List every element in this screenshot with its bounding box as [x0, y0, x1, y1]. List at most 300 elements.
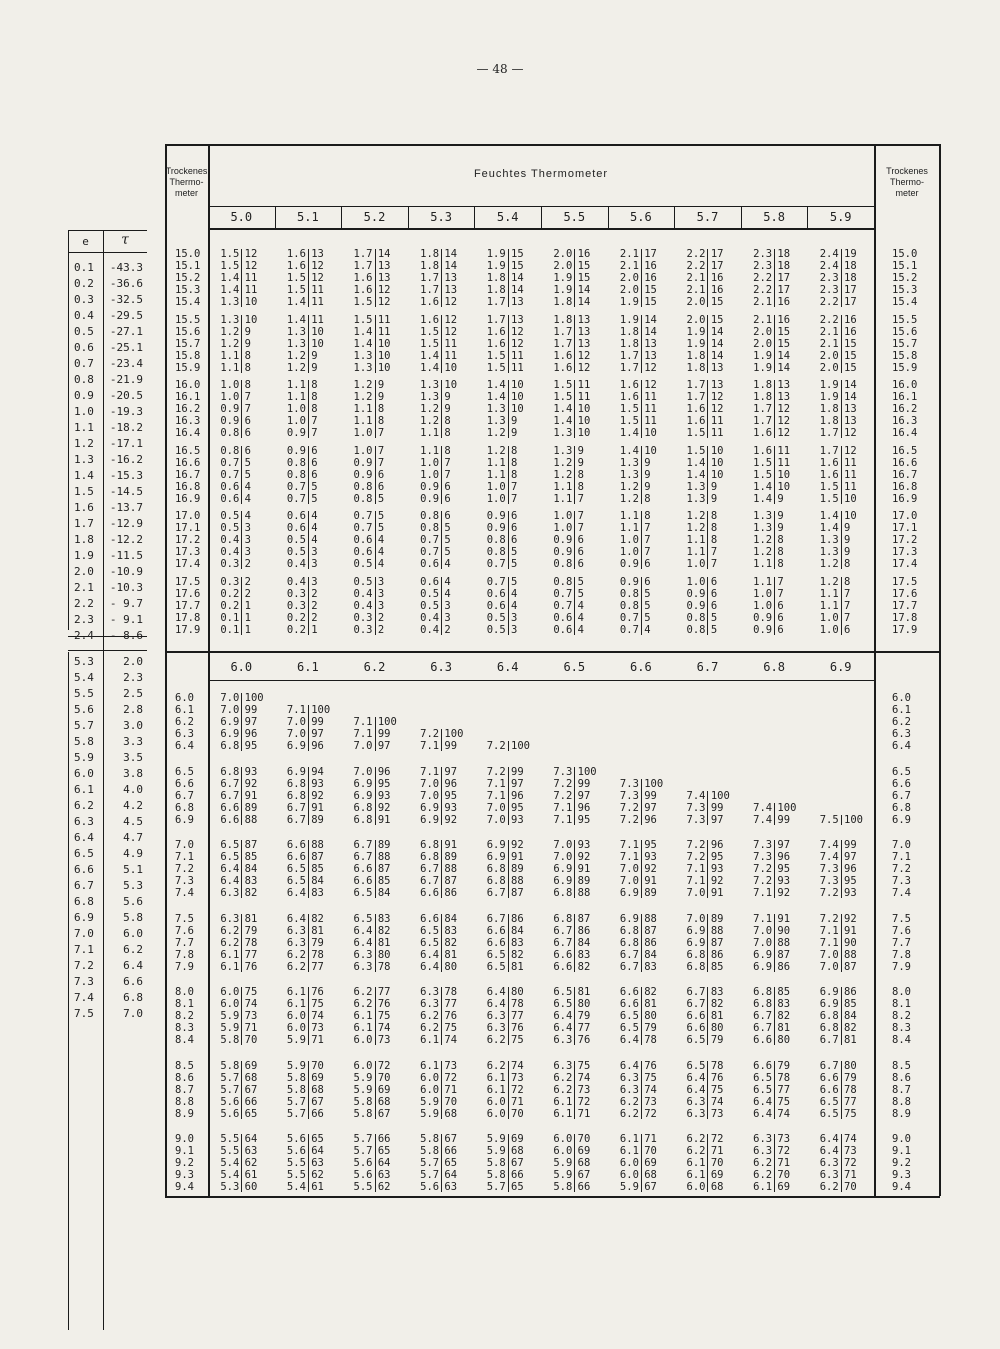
wet-diff: 7.1 [819, 924, 839, 937]
rel-humidity: 5 [444, 546, 451, 558]
rel-humidity: 10 [577, 415, 591, 427]
rel-humidity: 4 [511, 587, 518, 600]
rel-humidity: 99 [577, 777, 591, 790]
wet-diff: 1.5 [353, 313, 373, 326]
wet-diff: 2.3 [819, 284, 839, 296]
wet-diff: 1.2 [353, 379, 373, 391]
wet-diff: 6.2 [486, 1034, 506, 1046]
rel-humidity: 12 [777, 403, 791, 415]
wet-diff: 1.3 [619, 468, 639, 481]
rel-humidity: 7 [844, 611, 851, 624]
rel-humidity: 82 [377, 924, 391, 937]
rel-humidity: 81 [377, 936, 391, 949]
wet-diff: 6.6 [286, 851, 306, 863]
wet-diff: 0.8 [486, 546, 506, 558]
wet-diff: 6.2 [286, 960, 306, 973]
rel-humidity: 67 [244, 1083, 258, 1096]
rel-humidity: 3 [311, 546, 318, 558]
wet-diff: 0.4 [220, 534, 240, 546]
wet-diff: 7.3 [686, 813, 706, 826]
rel-humidity: 14 [710, 325, 724, 338]
dry-temp-right: 7.7 [892, 936, 911, 949]
cell-divider [375, 249, 376, 307]
dry-temp-right: 15.0 [892, 248, 918, 260]
rel-humidity: 13 [577, 337, 591, 350]
rel-humidity: 99 [511, 765, 524, 778]
rel-humidity: 3 [377, 575, 385, 588]
dry-thermometer-header-right: Trockenes [886, 166, 928, 176]
wet-diff: 6.8 [353, 813, 373, 826]
rel-humidity: 88 [444, 863, 458, 875]
e-value: 0.1 [74, 261, 94, 274]
wet-diff: 1.1 [420, 427, 440, 439]
e-value: 7.4 [74, 991, 94, 1004]
rel-humidity: 87 [311, 851, 324, 863]
rel-humidity: 65 [244, 1107, 258, 1120]
rel-humidity: 73 [644, 1095, 657, 1108]
rel-humidity: 99 [844, 839, 857, 851]
rel-humidity: 72 [777, 1145, 791, 1157]
wet-diff: 1.2 [619, 480, 639, 493]
rel-humidity: 87 [844, 960, 857, 973]
wet-diff: 6.0 [420, 1083, 440, 1096]
tau-value: 6.8 [123, 991, 143, 1004]
wet-diff: 1.2 [686, 510, 706, 522]
rel-humidity: 10 [777, 468, 791, 481]
rel-humidity: 87 [644, 924, 657, 937]
wet-diff: 1.0 [353, 444, 373, 457]
cell-divider [308, 511, 309, 569]
rel-humidity: 78 [244, 936, 258, 949]
rel-humidity: 75 [710, 1083, 724, 1096]
rel-humidity: 7 [710, 546, 718, 558]
wet-diff: 1.3 [819, 534, 839, 546]
wet-diff: 0.8 [619, 587, 639, 600]
wet-diff: 6.6 [486, 924, 506, 937]
rel-humidity: 5 [710, 611, 718, 624]
rel-humidity: 76 [377, 998, 391, 1010]
wet-diff: 7.4 [819, 839, 839, 851]
wet-diff: 1.6 [353, 284, 373, 296]
wet-column-header: 5.5 [563, 210, 586, 224]
rel-humidity: 12 [511, 325, 524, 338]
rel-humidity: 93 [311, 777, 324, 790]
rel-humidity: 5 [244, 468, 251, 481]
rel-humidity: 7 [244, 403, 251, 415]
rel-humidity: 84 [577, 936, 591, 949]
dry-temp-right: 9.1 [892, 1145, 911, 1157]
dry-temp-right: 17.3 [892, 546, 918, 558]
rel-humidity: 14 [444, 260, 458, 272]
rel-humidity: 13 [377, 260, 391, 272]
rel-humidity: 70 [244, 1034, 258, 1046]
rel-humidity: 8 [444, 427, 451, 439]
wet-diff: 0.9 [486, 522, 506, 534]
wet-diff: 1.7 [486, 313, 506, 326]
wet-diff: 1.8 [553, 313, 573, 326]
wet-diff: 5.8 [220, 1034, 240, 1046]
cell-divider [774, 803, 775, 825]
rel-humidity: 9 [644, 468, 651, 481]
rel-humidity: 73 [244, 1010, 258, 1022]
wet-diff: 1.4 [420, 349, 440, 362]
rel-humidity: 96 [644, 813, 657, 826]
rel-humidity: 8 [244, 349, 251, 362]
wet-diff: 1.7 [353, 248, 373, 260]
rel-humidity: 11 [777, 444, 791, 457]
wet-diff: 6.1 [619, 1133, 639, 1145]
wet-diff: 0.1 [220, 611, 240, 624]
wet-diff: 1.5 [686, 444, 706, 457]
rel-humidity: 13 [844, 403, 857, 415]
wet-diff: 5.9 [286, 1059, 306, 1072]
rel-humidity: 92 [577, 851, 591, 863]
rel-humidity: 66 [444, 1145, 458, 1157]
wet-diff: 7.1 [686, 875, 706, 887]
rel-humidity: 2 [311, 599, 318, 612]
rel-humidity: 5 [577, 587, 584, 600]
dry-temp-left: 17.6 [175, 587, 201, 600]
wet-diff: 1.1 [286, 391, 306, 403]
rel-humidity: 64 [377, 1157, 391, 1169]
wet-diff: 6.8 [686, 948, 706, 961]
wet-diff: 6.2 [420, 1022, 440, 1034]
rel-humidity: 4 [311, 522, 318, 534]
wet-diff: 0.5 [286, 534, 306, 546]
wet-column-header: 5.3 [430, 210, 452, 224]
wet-diff: 6.9 [553, 875, 573, 887]
wet-diff: 1.9 [686, 337, 706, 350]
wet-diff: 1.6 [686, 403, 706, 415]
rel-humidity: 81 [644, 998, 657, 1010]
wet-diff: 1.8 [819, 415, 839, 427]
rel-humidity: 72 [844, 1157, 857, 1169]
wet-diff: 1.3 [819, 546, 839, 558]
wet-diff: 5.7 [220, 1071, 240, 1084]
rel-humidity: 74 [844, 1133, 857, 1145]
wet-diff: 6.2 [420, 1010, 440, 1022]
wet-diff: 7.0 [819, 960, 839, 973]
cell-divider [375, 577, 376, 635]
rel-humidity: 86 [444, 887, 458, 899]
rel-humidity: 7 [377, 456, 385, 469]
rel-humidity: 9 [444, 391, 451, 403]
wet-diff: 7.0 [686, 887, 706, 899]
wet-diff: 1.0 [220, 379, 240, 391]
wet-diff: 6.7 [819, 1059, 839, 1072]
tau-value: -20.5 [109, 389, 143, 402]
dry-temp-left: 7.1 [175, 851, 194, 863]
wet-diff: 6.3 [553, 1034, 573, 1046]
rel-humidity: 10 [311, 325, 324, 338]
rel-humidity: 99 [244, 704, 258, 716]
cell-divider [441, 767, 442, 825]
rel-humidity: 7 [511, 480, 518, 493]
rel-humidity: 9 [377, 379, 385, 391]
tau-value: -10.3 [109, 581, 143, 594]
wet-diff: 2.0 [619, 284, 639, 296]
wet-diff: 7.0 [353, 765, 373, 778]
rel-humidity: 14 [710, 349, 724, 362]
e-value: 2.3 [74, 613, 94, 626]
wet-diff: 1.7 [819, 444, 839, 457]
wet-diff: 6.0 [353, 1034, 373, 1046]
tau-value: -36.6 [109, 277, 143, 290]
dry-temp-left: 17.9 [175, 623, 201, 636]
rel-humidity: 1 [244, 599, 251, 612]
rel-humidity: 1 [244, 623, 251, 636]
wet-diff: 7.4 [753, 813, 773, 826]
tau-value: -18.2 [109, 421, 143, 434]
wet-diff: 6.6 [420, 912, 440, 925]
wet-diff: 1.7 [619, 349, 639, 362]
rel-humidity: 80 [511, 986, 524, 998]
cell-divider [774, 1134, 775, 1192]
dry-temp-left: 8.6 [175, 1071, 194, 1084]
rel-humidity: 78 [844, 1083, 857, 1096]
wet-diff: 7.0 [420, 789, 440, 802]
wet-diff: 1.4 [486, 379, 506, 391]
wet-diff: 1.4 [286, 296, 306, 308]
e-value: 2.0 [74, 565, 94, 578]
rel-humidity: 65 [511, 1181, 524, 1193]
rel-humidity: 9 [710, 480, 718, 493]
dry-temp-right: 15.9 [892, 361, 918, 374]
wet-diff: 6.9 [753, 960, 773, 973]
rel-humidity: 70 [511, 1107, 524, 1120]
e-value: 6.2 [74, 799, 94, 812]
rel-humidity: 8 [444, 444, 451, 457]
rel-humidity: 13 [444, 284, 458, 296]
wet-diff: 1.9 [686, 325, 706, 338]
rel-humidity: 77 [511, 1010, 524, 1022]
wet-diff: 7.0 [553, 851, 573, 863]
wet-diff: 6.2 [553, 1083, 573, 1096]
rel-humidity: 5 [377, 522, 385, 534]
rel-humidity: 67 [511, 1157, 524, 1169]
tau-value: 5.8 [123, 911, 143, 924]
wet-diff: 6.7 [619, 960, 639, 973]
rel-humidity: 99 [710, 801, 724, 814]
dry-temp-right: 7.6 [892, 924, 911, 937]
wet-diff: 6.9 [619, 912, 639, 925]
wet-diff: 6.1 [486, 1083, 506, 1096]
rel-humidity: 76 [577, 1034, 591, 1046]
rel-humidity: 7 [377, 427, 385, 439]
rel-humidity: 8 [710, 534, 718, 546]
wet-diff: 0.6 [286, 510, 306, 522]
rel-humidity: 100 [311, 704, 331, 716]
wet-diff: 1.7 [353, 260, 373, 272]
rel-humidity: 75 [844, 1107, 857, 1120]
rel-humidity: 10 [710, 456, 724, 469]
rel-humidity: 8 [577, 480, 584, 493]
wet-diff: 6.8 [420, 851, 440, 863]
rel-humidity: 63 [244, 1145, 258, 1157]
wet-diff: 6.7 [686, 998, 706, 1010]
wet-diff: 5.7 [353, 1145, 373, 1157]
wet-diff: 0.5 [220, 510, 240, 522]
rel-humidity: 74 [444, 1034, 458, 1046]
cell-divider [841, 249, 842, 307]
dry-temp-left: 9.1 [175, 1145, 194, 1157]
wet-diff: 5.8 [286, 1071, 306, 1084]
rel-humidity: 100 [444, 728, 464, 740]
rel-humidity: 79 [644, 1022, 657, 1034]
dry-temp-right: 7.0 [892, 839, 911, 851]
dry-temp-left: 16.0 [175, 379, 201, 391]
rel-humidity: 5 [644, 587, 651, 600]
rel-humidity: 97 [244, 716, 258, 728]
wet-diff: 1.5 [553, 391, 573, 403]
wet-diff: 7.3 [819, 875, 839, 887]
wet-diff: 1.6 [286, 248, 306, 260]
wet-diff: 6.9 [686, 924, 706, 937]
wet-diff: 1.7 [486, 296, 506, 308]
wet-diff: 0.9 [353, 468, 373, 481]
wet-diff: 6.9 [286, 765, 306, 778]
cell-divider [441, 446, 442, 504]
rel-humidity: 81 [777, 1022, 791, 1034]
tau-value: 4.5 [123, 815, 143, 828]
rel-humidity: 6 [710, 587, 718, 600]
rel-humidity: 11 [644, 415, 657, 427]
rel-humidity: 13 [511, 313, 524, 326]
wet-diff: 7.1 [420, 765, 440, 778]
wet-diff: 1.4 [353, 337, 373, 350]
wet-diff: 6.4 [753, 1095, 773, 1108]
wet-diff: 5.8 [353, 1107, 373, 1120]
rel-humidity: 93 [644, 851, 657, 863]
wet-diff: 7.0 [753, 924, 773, 937]
dry-temp-left: 17.7 [175, 599, 201, 612]
rel-humidity: 6 [444, 492, 451, 505]
wet-diff: 5.5 [286, 1157, 306, 1169]
rel-humidity: 85 [777, 986, 791, 998]
wet-diff: 1.8 [753, 379, 773, 391]
rel-humidity: 15 [710, 296, 724, 308]
wet-diff: 1.0 [753, 587, 773, 600]
rel-humidity: 67 [577, 1169, 591, 1181]
wet-diff: 0.2 [220, 587, 240, 600]
rel-humidity: 71 [710, 1145, 724, 1157]
rel-humidity: 71 [444, 1083, 458, 1096]
wet-diff: 5.9 [619, 1181, 639, 1193]
rel-humidity: 73 [844, 1145, 857, 1157]
rel-humidity: 7 [710, 558, 718, 570]
cell-divider [774, 511, 775, 569]
wet-diff: 0.8 [353, 492, 373, 505]
wet-column-header: 5.2 [363, 210, 386, 224]
dry-temp-right: 15.3 [892, 284, 918, 296]
dry-temp-left: 6.7 [175, 789, 194, 802]
wet-diff: 7.1 [486, 789, 506, 802]
rel-humidity: 88 [577, 887, 591, 899]
wet-diff: 1.7 [420, 284, 440, 296]
wet-diff: 0.8 [286, 456, 306, 469]
rel-humidity: 89 [311, 813, 324, 826]
wet-diff: 0.8 [553, 575, 573, 588]
rel-humidity: 71 [644, 1133, 657, 1145]
wet-diff: 6.5 [686, 1034, 706, 1046]
wet-column-header: 5.9 [829, 210, 852, 224]
wet-diff: 1.4 [753, 480, 773, 493]
wet-diff: 6.3 [286, 924, 306, 937]
rel-humidity: 97 [311, 728, 324, 740]
page-number: — 48 — [476, 62, 524, 76]
wet-diff: 0.6 [553, 611, 573, 624]
rel-humidity: 14 [511, 284, 524, 296]
rel-humidity: 88 [777, 936, 791, 949]
wet-diff: 1.9 [553, 272, 573, 284]
cell-divider [508, 840, 509, 898]
wet-diff: 1.4 [486, 391, 506, 403]
rel-humidity: 3 [511, 611, 518, 624]
wet-diff: 5.5 [220, 1145, 240, 1157]
wet-diff: 1.1 [819, 587, 839, 600]
wet-diff: 1.0 [819, 623, 839, 636]
rel-humidity: 11 [710, 415, 724, 427]
rel-humidity: 96 [777, 851, 791, 863]
dry-temp-right: 16.1 [892, 391, 918, 403]
wet-diff: 0.7 [420, 546, 440, 558]
wet-diff: 2.2 [686, 260, 706, 272]
cell-divider [841, 1061, 842, 1119]
rel-humidity: 88 [511, 875, 524, 887]
rel-humidity: 91 [311, 801, 324, 814]
wet-diff: 1.8 [619, 325, 639, 338]
wet-diff: 6.0 [486, 1095, 506, 1108]
cell-divider [308, 315, 309, 373]
wet-diff: 1.8 [619, 337, 639, 350]
wet-diff: 0.6 [353, 546, 373, 558]
tau-value: -15.3 [109, 469, 143, 482]
rel-humidity: 87 [710, 936, 724, 949]
rel-humidity: 10 [377, 337, 391, 350]
wet-diff: 6.3 [753, 1145, 773, 1157]
rel-humidity: 91 [444, 839, 458, 851]
rel-humidity: 4 [577, 611, 584, 624]
rel-humidity: 92 [710, 875, 724, 887]
wet-diff: 0.4 [353, 599, 373, 612]
wet-diff: 6.0 [619, 1169, 639, 1181]
wet-diff: 6.7 [753, 1010, 773, 1022]
rel-humidity: 11 [311, 296, 324, 308]
rel-humidity: 12 [844, 444, 857, 457]
wet-diff: 2.0 [686, 313, 706, 326]
cell-divider [641, 779, 642, 825]
e-value: 2.2 [74, 597, 94, 610]
rel-humidity: 11 [577, 379, 591, 391]
rel-humidity: 100 [844, 813, 863, 826]
e-value: 6.8 [74, 895, 94, 908]
wet-diff: 6.4 [619, 1059, 639, 1072]
rel-humidity: 68 [311, 1083, 324, 1096]
cell-divider [308, 446, 309, 504]
wet-diff: 5.7 [286, 1107, 306, 1120]
rel-humidity: 10 [710, 444, 724, 457]
wet-diff: 1.6 [353, 272, 373, 284]
wet-diff: 6.1 [753, 1181, 773, 1193]
wet-diff: 1.3 [420, 391, 440, 403]
rel-humidity: 13 [577, 313, 591, 326]
rel-humidity: 9 [644, 480, 651, 493]
wet-diff: 6.9 [353, 789, 373, 802]
rel-humidity: 81 [511, 960, 524, 973]
wet-diff: 1.1 [220, 361, 240, 374]
wet-diff: 6.4 [819, 1145, 839, 1157]
dry-temp-left: 7.4 [175, 887, 194, 899]
